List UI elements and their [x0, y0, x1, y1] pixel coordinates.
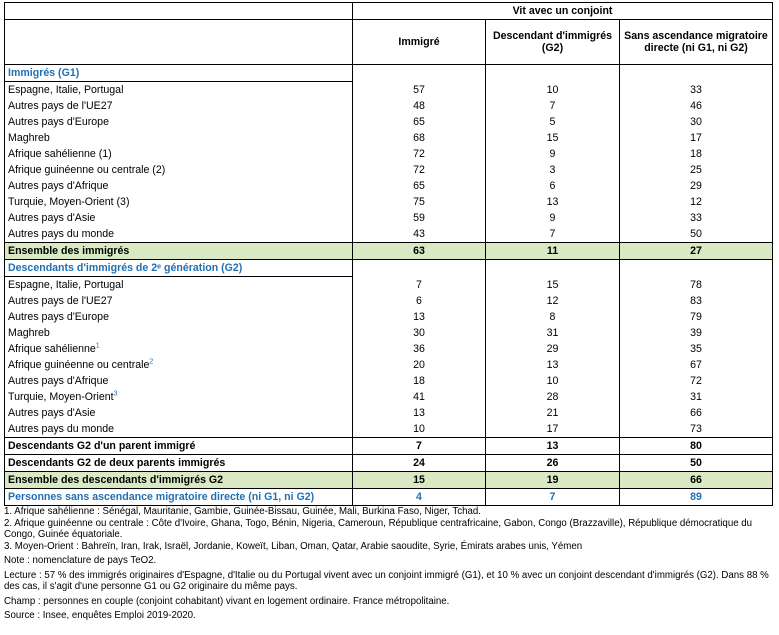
- note-source: Source : Insee, enquêtes Emploi 2019-2020.: [4, 610, 196, 621]
- table-row: [5, 146, 773, 162]
- row-label-text: Afrique guinéenne ou centrale (2): [8, 164, 166, 176]
- row-label: [5, 373, 353, 389]
- section-title: Descendants d'immigrés de 2ᵉ génération (G2): [5, 260, 353, 277]
- value-sans: 79: [620, 309, 773, 325]
- table-row: [5, 309, 773, 325]
- row-label-text: Descendants G2 de deux parents immigrés: [8, 457, 226, 469]
- value-descendant: 21: [486, 405, 620, 421]
- value-sans: 33: [620, 210, 773, 226]
- value-sans: 78: [620, 277, 773, 294]
- row-label: [5, 325, 353, 341]
- value-sans: 46: [620, 98, 773, 114]
- row-label-text: Turquie, Moyen-Orient (3): [8, 196, 130, 208]
- value-immigre: 57: [353, 82, 486, 99]
- row-label-text: Ensemble des immigrés: [8, 245, 130, 257]
- note-3: 3. Moyen-Orient : Bahreïn, Iran, Irak, Israël, Jordanie, Koweït, Liban, Oman, Qatar, Arabie saoudite, Syrie, Émirats arabes unis, Yémen: [4, 540, 583, 552]
- row-label-text: Descendants G2 d'un parent immigré: [8, 440, 196, 452]
- section-header-g1: [5, 65, 773, 82]
- table-row: [5, 373, 773, 389]
- value-descendant: 5: [486, 114, 620, 130]
- row-label: [5, 114, 353, 130]
- row-label: [5, 293, 353, 309]
- value-descendant: 15: [486, 277, 620, 294]
- row-label: [5, 98, 353, 114]
- value-descendant: 28: [486, 389, 620, 405]
- row-one-parent: [5, 438, 773, 455]
- footnote-ref: 2: [149, 358, 154, 366]
- note-2: 2. Afrique guinéenne ou centrale : Côte d'Ivoire, Ghana, Togo, Bénin, Nigeria, Cameroun, République centrafricaine, Gabon, Congo (Brazzaville), République démocratique du Congo, Guinée équatoriale.: [4, 517, 753, 540]
- value-sans: 72: [620, 373, 773, 389]
- value-descendant: 10: [486, 82, 620, 99]
- note-nomenclature: Note : nomenclature de pays TeO2.: [4, 555, 157, 566]
- row-label: [5, 309, 353, 325]
- value-immigre: 6: [353, 293, 486, 309]
- header-blank: [5, 3, 353, 20]
- row-label: [5, 210, 353, 226]
- value-descendant: 9: [486, 210, 620, 226]
- row-label-text: Autres pays d'Afrique: [8, 180, 109, 192]
- col-header-descendant: Descendant d'immigrés (G2): [486, 20, 620, 65]
- value-sans: 35: [620, 341, 773, 357]
- value-sans: 73: [620, 421, 773, 438]
- section-header-g2: [5, 260, 773, 277]
- col-header-sans: Sans ascendance migratoire directe (ni G1, ni G2): [620, 20, 773, 65]
- value-sans: 33: [620, 82, 773, 99]
- value-descendant: 12: [486, 293, 620, 309]
- value-immigre: 10: [353, 421, 486, 438]
- value-descendant: 15: [486, 130, 620, 146]
- value-descendant: 3: [486, 162, 620, 178]
- total-row-g1: [5, 243, 773, 260]
- value-immigre: 68: [353, 130, 486, 146]
- table-row: [5, 178, 773, 194]
- section-blank: [620, 260, 773, 277]
- row-label-text: Autres pays d'Europe: [8, 116, 109, 128]
- value-sans: 66: [620, 472, 773, 489]
- row-label-text: Afrique sahélienne (1): [8, 148, 112, 160]
- row-label-text: Ensemble des descendants d'immigrés G2: [8, 474, 224, 486]
- table-row: [5, 194, 773, 210]
- total-row-g2: [5, 472, 773, 489]
- row-label-text: Autres pays de l'UE27: [8, 100, 113, 112]
- value-descendant: 9: [486, 146, 620, 162]
- value-immigre: 36: [353, 341, 486, 357]
- value-immigre: 20: [353, 357, 486, 373]
- table-row: [5, 389, 773, 405]
- value-descendant: 8: [486, 309, 620, 325]
- value-immigre: 24: [353, 455, 486, 472]
- value-descendant: 7: [486, 489, 620, 506]
- row-label: [5, 489, 353, 506]
- value-immigre: 59: [353, 210, 486, 226]
- footnote-ref: 3: [113, 390, 118, 398]
- value-immigre: 65: [353, 114, 486, 130]
- value-sans: 50: [620, 455, 773, 472]
- value-immigre: 43: [353, 226, 486, 243]
- table-row: [5, 277, 773, 294]
- data-table: [4, 2, 773, 506]
- table-row: [5, 421, 773, 438]
- row-label-text: Autres pays d'Afrique: [8, 375, 109, 387]
- note-lecture: Lecture : 57 % des immigrés originaires d'Espagne, d'Italie ou du Portugal vivent avec un conjoint immigré (G1), et 10 % avec un conjoint descendant d'immigrés (G2). Dans 88 % des cas, il s'agit d'une personne G1 ou G2 originaire du même pays.: [4, 569, 769, 592]
- row-label-text: Maghreb: [8, 327, 50, 339]
- value-immigre: 30: [353, 325, 486, 341]
- value-descendant: 11: [486, 243, 620, 260]
- group-title: Vit avec un conjoint: [353, 3, 773, 20]
- value-descendant: 31: [486, 325, 620, 341]
- value-sans: 29: [620, 178, 773, 194]
- table-row: [5, 114, 773, 130]
- value-immigre: 7: [353, 438, 486, 455]
- value-descendant: 6: [486, 178, 620, 194]
- row-label-text: Autres pays d'Asie: [8, 212, 96, 224]
- section-blank: [486, 260, 620, 277]
- value-sans: 66: [620, 405, 773, 421]
- row-label-text: Afrique sahélienne: [8, 343, 96, 355]
- row-label: [5, 162, 353, 178]
- table-row: [5, 130, 773, 146]
- section-blank: [353, 65, 486, 82]
- table-row: [5, 341, 773, 357]
- value-descendant: 19: [486, 472, 620, 489]
- value-immigre: 4: [353, 489, 486, 506]
- table-row: [5, 162, 773, 178]
- value-descendant: 13: [486, 194, 620, 210]
- value-descendant: 7: [486, 226, 620, 243]
- table-row: [5, 98, 773, 114]
- value-sans: 17: [620, 130, 773, 146]
- table-row: [5, 210, 773, 226]
- value-immigre: 63: [353, 243, 486, 260]
- value-descendant: 13: [486, 357, 620, 373]
- notes: [4, 506, 772, 625]
- value-immigre: 75: [353, 194, 486, 210]
- row-label: [5, 357, 353, 373]
- value-immigre: 65: [353, 178, 486, 194]
- row-label: [5, 277, 353, 294]
- table-row: [5, 82, 773, 99]
- row-label: [5, 455, 353, 472]
- value-sans: 31: [620, 389, 773, 405]
- row-two-parents: [5, 455, 773, 472]
- row-label: [5, 341, 353, 357]
- value-sans: 27: [620, 243, 773, 260]
- value-sans: 30: [620, 114, 773, 130]
- table-body: [5, 65, 773, 506]
- row-label: [5, 243, 353, 260]
- value-immigre: 13: [353, 309, 486, 325]
- row-sans-ascendance: [5, 489, 773, 506]
- value-sans: 89: [620, 489, 773, 506]
- row-label-text: Espagne, Italie, Portugal: [8, 279, 124, 291]
- value-sans: 39: [620, 325, 773, 341]
- row-label: [5, 194, 353, 210]
- note-champ: Champ : personnes en couple (conjoint cohabitant) vivant en logement ordinaire. France métropolitaine.: [4, 595, 450, 607]
- value-sans: 18: [620, 146, 773, 162]
- header-blank-2: [5, 20, 353, 65]
- data-table-container: [4, 2, 772, 506]
- row-label-text: Espagne, Italie, Portugal: [8, 84, 124, 96]
- value-descendant: 17: [486, 421, 620, 438]
- value-sans: 67: [620, 357, 773, 373]
- row-label-text: Autres pays du monde: [8, 228, 114, 240]
- table-row: [5, 325, 773, 341]
- value-immigre: 7: [353, 277, 486, 294]
- value-descendant: 29: [486, 341, 620, 357]
- value-immigre: 41: [353, 389, 486, 405]
- row-label-text: Autres pays d'Europe: [8, 311, 109, 323]
- value-descendant: 26: [486, 455, 620, 472]
- row-label-text: Maghreb: [8, 132, 50, 144]
- section-blank: [353, 260, 486, 277]
- row-label-text: Turquie, Moyen-Orient: [8, 391, 114, 403]
- row-label-text: Afrique guinéenne ou centrale: [8, 359, 150, 371]
- row-label: [5, 178, 353, 194]
- row-label: [5, 405, 353, 421]
- row-label: [5, 130, 353, 146]
- value-sans: 25: [620, 162, 773, 178]
- value-immigre: 72: [353, 162, 486, 178]
- row-label: [5, 146, 353, 162]
- value-descendant: 7: [486, 98, 620, 114]
- section-title: Immigrés (G1): [5, 65, 353, 82]
- col-header-immigre: Immigré: [353, 20, 486, 65]
- table-row: [5, 357, 773, 373]
- note-1: 1. Afrique sahélienne : Sénégal, Mauritanie, Gambie, Guinée-Bissau, Guinée, Mali, Burkina Faso, Niger, Tchad.: [4, 506, 481, 517]
- table-row: [5, 293, 773, 309]
- table-row: [5, 226, 773, 243]
- value-immigre: 72: [353, 146, 486, 162]
- value-sans: 50: [620, 226, 773, 243]
- value-sans: 12: [620, 194, 773, 210]
- row-label: [5, 226, 353, 243]
- value-descendant: 13: [486, 438, 620, 455]
- row-label-text: Autres pays d'Asie: [8, 407, 96, 419]
- value-immigre: 18: [353, 373, 486, 389]
- row-label: [5, 389, 353, 405]
- table-row: [5, 405, 773, 421]
- value-descendant: 10: [486, 373, 620, 389]
- footnote-ref: 1: [95, 342, 100, 350]
- row-label: [5, 472, 353, 489]
- row-label: [5, 82, 353, 99]
- section-blank: [620, 65, 773, 82]
- section-blank: [486, 65, 620, 82]
- row-label-text: Personnes sans ascendance migratoire directe (ni G1, ni G2): [8, 491, 315, 503]
- row-label-text: Autres pays du monde: [8, 423, 114, 435]
- value-sans: 83: [620, 293, 773, 309]
- value-immigre: 13: [353, 405, 486, 421]
- row-label: [5, 438, 353, 455]
- value-immigre: 15: [353, 472, 486, 489]
- row-label: [5, 421, 353, 438]
- value-immigre: 48: [353, 98, 486, 114]
- row-label-text: Autres pays de l'UE27: [8, 295, 113, 307]
- value-sans: 80: [620, 438, 773, 455]
